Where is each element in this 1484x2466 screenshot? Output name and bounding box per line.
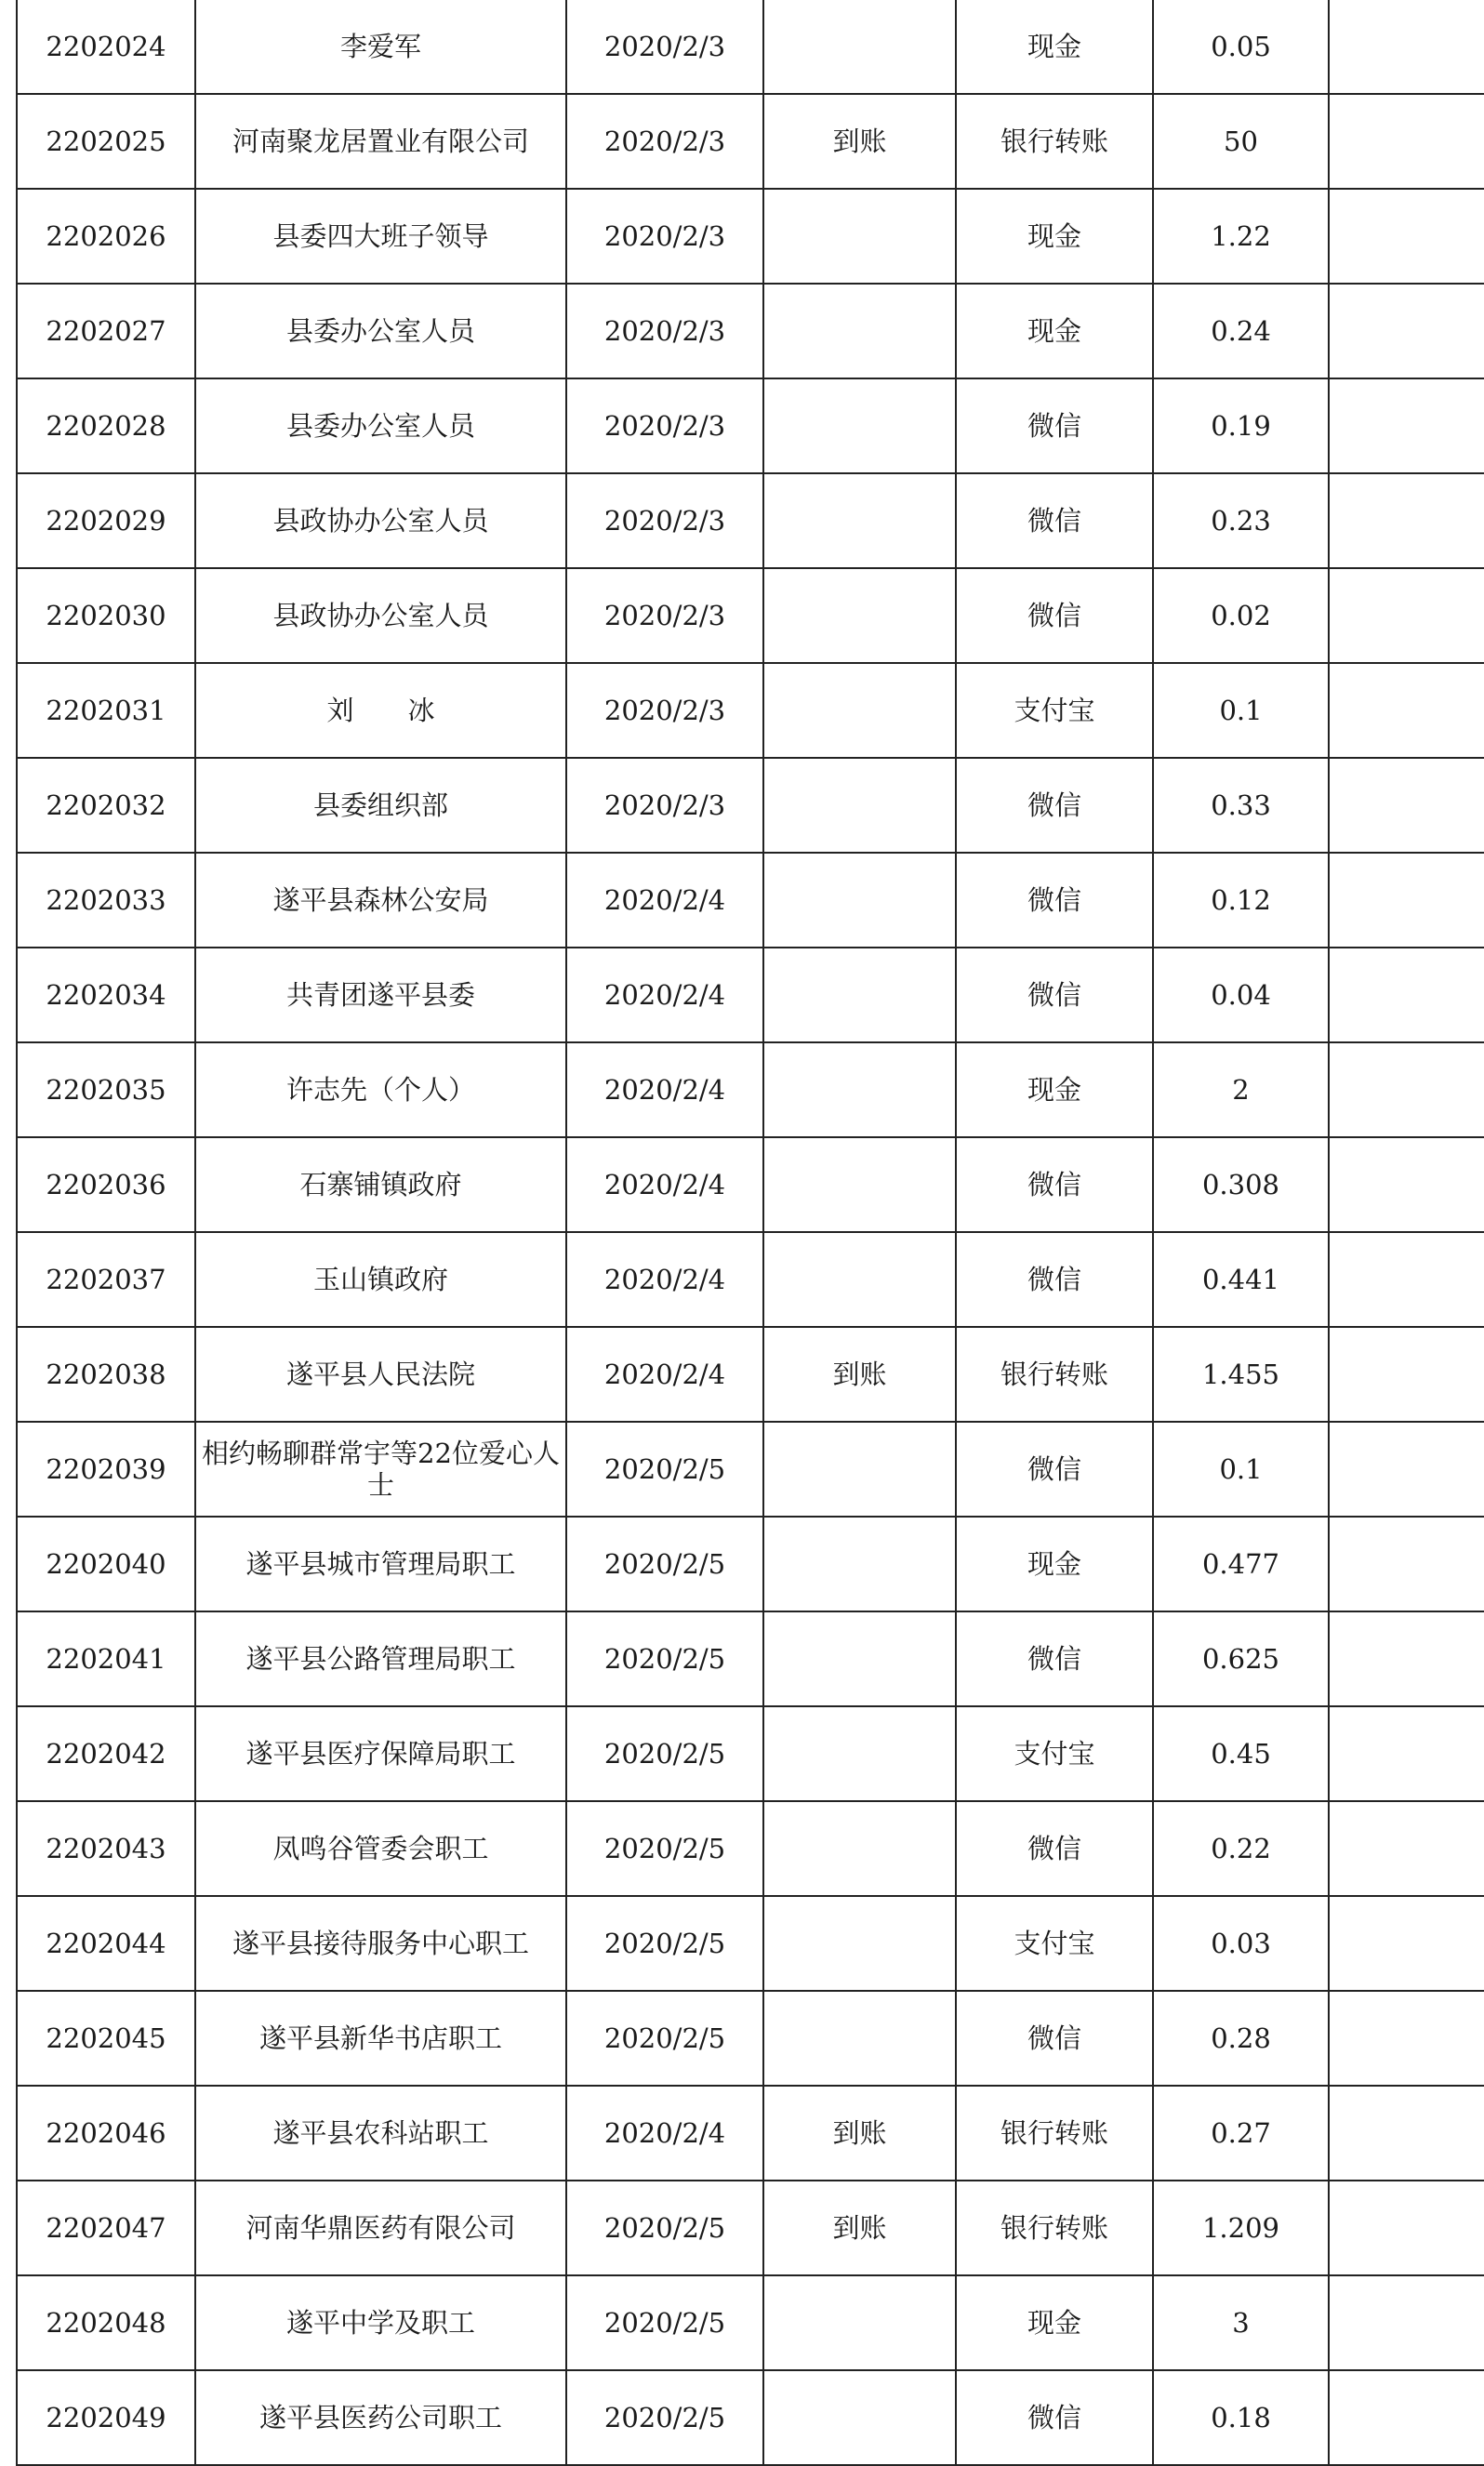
table-row	[17, 284, 1484, 378]
donor-name-cell: 凤鸣谷管委会职工	[195, 1801, 566, 1896]
payment-method-cell: 微信	[956, 1991, 1153, 2086]
table-row	[17, 1611, 1484, 1706]
table-row	[17, 853, 1484, 948]
entry-number-cell: 2202040	[17, 1517, 195, 1611]
arrival-status-cell	[763, 378, 956, 473]
entry-number-cell: 2202028	[17, 378, 195, 473]
payment-method-cell: 微信	[956, 473, 1153, 568]
remark-cell	[1329, 2370, 1484, 2465]
remark-cell	[1329, 948, 1484, 1042]
entry-number-cell: 2202047	[17, 2181, 195, 2275]
remark-cell	[1329, 1611, 1484, 1706]
remark-cell	[1329, 758, 1484, 853]
remark-cell	[1329, 2275, 1484, 2370]
table-row	[17, 94, 1484, 189]
donation-table	[16, 0, 1484, 2466]
donation-amount-cell: 0.441	[1153, 1232, 1329, 1327]
remark-cell	[1329, 1801, 1484, 1896]
payment-method-cell: 支付宝	[956, 1706, 1153, 1801]
arrival-status-cell: 到账	[763, 94, 956, 189]
donor-name-cell: 县委四大班子领导	[195, 189, 566, 284]
donation-amount-cell: 0.18	[1153, 2370, 1329, 2465]
donor-name-cell: 遂平县农科站职工	[195, 2086, 566, 2181]
payment-method-cell: 现金	[956, 0, 1153, 94]
payment-method-cell: 支付宝	[956, 663, 1153, 758]
payment-method-cell: 微信	[956, 1232, 1153, 1327]
entry-number-cell: 2202027	[17, 284, 195, 378]
table-row	[17, 948, 1484, 1042]
arrival-status-cell	[763, 1232, 956, 1327]
arrival-status-cell	[763, 1801, 956, 1896]
donation-date-cell: 2020/2/4	[566, 853, 763, 948]
payment-method-cell: 微信	[956, 758, 1153, 853]
remark-cell	[1329, 853, 1484, 948]
donation-date-cell: 2020/2/4	[566, 1327, 763, 1422]
arrival-status-cell	[763, 1611, 956, 1706]
entry-number-cell: 2202041	[17, 1611, 195, 1706]
arrival-status-cell	[763, 2370, 956, 2465]
remark-cell	[1329, 189, 1484, 284]
table-row	[17, 1991, 1484, 2086]
entry-number-cell: 2202036	[17, 1137, 195, 1232]
donation-date-cell: 2020/2/3	[566, 284, 763, 378]
remark-cell	[1329, 1706, 1484, 1801]
remark-cell	[1329, 1517, 1484, 1611]
remark-cell	[1329, 1232, 1484, 1327]
donation-amount-cell: 3	[1153, 2275, 1329, 2370]
donation-amount-cell: 0.28	[1153, 1991, 1329, 2086]
donation-amount-cell: 0.04	[1153, 948, 1329, 1042]
arrival-status-cell	[763, 853, 956, 948]
entry-number-cell: 2202025	[17, 94, 195, 189]
entry-number-cell: 2202038	[17, 1327, 195, 1422]
payment-method-cell: 现金	[956, 1517, 1153, 1611]
arrival-status-cell	[763, 948, 956, 1042]
donation-date-cell: 2020/2/4	[566, 1042, 763, 1137]
donor-name-cell: 遂平县森林公安局	[195, 853, 566, 948]
remark-cell	[1329, 663, 1484, 758]
donor-name-cell: 县政协办公室人员	[195, 473, 566, 568]
donor-name-cell: 李爱军	[195, 0, 566, 94]
remark-cell	[1329, 1991, 1484, 2086]
payment-method-cell: 微信	[956, 1611, 1153, 1706]
payment-method-cell: 现金	[956, 1042, 1153, 1137]
donor-name-cell: 玉山镇政府	[195, 1232, 566, 1327]
payment-method-cell: 银行转账	[956, 1327, 1153, 1422]
donation-amount-cell: 1.455	[1153, 1327, 1329, 1422]
arrival-status-cell	[763, 1042, 956, 1137]
donor-name-cell: 石寨铺镇政府	[195, 1137, 566, 1232]
donation-date-cell: 2020/2/5	[566, 1896, 763, 1991]
remark-cell	[1329, 2181, 1484, 2275]
arrival-status-cell	[763, 473, 956, 568]
payment-method-cell: 微信	[956, 2370, 1153, 2465]
payment-method-cell: 微信	[956, 853, 1153, 948]
arrival-status-cell	[763, 1991, 956, 2086]
arrival-status-cell: 到账	[763, 2181, 956, 2275]
remark-cell	[1329, 94, 1484, 189]
remark-cell	[1329, 568, 1484, 663]
donation-date-cell: 2020/2/4	[566, 948, 763, 1042]
arrival-status-cell	[763, 1517, 956, 1611]
donation-amount-cell: 50	[1153, 94, 1329, 189]
donation-date-cell: 2020/2/3	[566, 189, 763, 284]
donation-amount-cell: 2	[1153, 1042, 1329, 1137]
payment-method-cell: 现金	[956, 189, 1153, 284]
table-row	[17, 663, 1484, 758]
donation-amount-cell: 0.05	[1153, 0, 1329, 94]
donation-date-cell: 2020/2/5	[566, 1422, 763, 1517]
donation-date-cell: 2020/2/3	[566, 568, 763, 663]
donor-name-cell: 河南聚龙居置业有限公司	[195, 94, 566, 189]
donor-name-cell: 遂平县人民法院	[195, 1327, 566, 1422]
donor-name-cell: 县委办公室人员	[195, 284, 566, 378]
table-row	[17, 0, 1484, 94]
arrival-status-cell: 到账	[763, 1327, 956, 1422]
donation-amount-cell: 0.03	[1153, 1896, 1329, 1991]
entry-number-cell: 2202026	[17, 189, 195, 284]
arrival-status-cell	[763, 1137, 956, 1232]
remark-cell	[1329, 1042, 1484, 1137]
payment-method-cell: 微信	[956, 568, 1153, 663]
table-row	[17, 1896, 1484, 1991]
table-row	[17, 473, 1484, 568]
donor-name-cell: 县委组织部	[195, 758, 566, 853]
table-row	[17, 189, 1484, 284]
entry-number-cell: 2202034	[17, 948, 195, 1042]
donor-name-cell: 遂平县城市管理局职工	[195, 1517, 566, 1611]
donation-amount-cell: 0.477	[1153, 1517, 1329, 1611]
payment-method-cell: 现金	[956, 2275, 1153, 2370]
remark-cell	[1329, 1422, 1484, 1517]
remark-cell	[1329, 2086, 1484, 2181]
entry-number-cell: 2202024	[17, 0, 195, 94]
entry-number-cell: 2202045	[17, 1991, 195, 2086]
arrival-status-cell	[763, 1896, 956, 1991]
payment-method-cell: 微信	[956, 948, 1153, 1042]
entry-number-cell: 2202046	[17, 2086, 195, 2181]
donor-name-cell: 遂平县新华书店职工	[195, 1991, 566, 2086]
entry-number-cell: 2202032	[17, 758, 195, 853]
table-row	[17, 1422, 1484, 1517]
donation-date-cell: 2020/2/5	[566, 1517, 763, 1611]
table-row	[17, 2275, 1484, 2370]
donation-amount-cell: 0.19	[1153, 378, 1329, 473]
donation-amount-cell: 0.27	[1153, 2086, 1329, 2181]
entry-number-cell: 2202042	[17, 1706, 195, 1801]
table-row	[17, 1232, 1484, 1327]
donation-date-cell: 2020/2/3	[566, 758, 763, 853]
arrival-status-cell	[763, 284, 956, 378]
payment-method-cell: 微信	[956, 1137, 1153, 1232]
donation-date-cell: 2020/2/3	[566, 663, 763, 758]
entry-number-cell: 2202029	[17, 473, 195, 568]
donation-amount-cell: 0.1	[1153, 1422, 1329, 1517]
arrival-status-cell	[763, 0, 956, 94]
donation-date-cell: 2020/2/5	[566, 1991, 763, 2086]
entry-number-cell: 2202033	[17, 853, 195, 948]
table-row	[17, 378, 1484, 473]
entry-number-cell: 2202048	[17, 2275, 195, 2370]
donation-date-cell: 2020/2/3	[566, 0, 763, 94]
arrival-status-cell	[763, 189, 956, 284]
table-body	[17, 0, 1484, 2465]
donation-amount-cell: 0.308	[1153, 1137, 1329, 1232]
donor-name-cell: 遂平县医疗保障局职工	[195, 1706, 566, 1801]
payment-method-cell: 微信	[956, 378, 1153, 473]
table-row	[17, 2181, 1484, 2275]
donation-amount-cell: 0.22	[1153, 1801, 1329, 1896]
donation-amount-cell: 0.02	[1153, 568, 1329, 663]
donation-date-cell: 2020/2/5	[566, 2275, 763, 2370]
payment-method-cell: 支付宝	[956, 1896, 1153, 1991]
arrival-status-cell	[763, 2275, 956, 2370]
payment-method-cell: 银行转账	[956, 2181, 1153, 2275]
donation-amount-cell: 0.12	[1153, 853, 1329, 948]
entry-number-cell: 2202043	[17, 1801, 195, 1896]
donation-date-cell: 2020/2/4	[566, 2086, 763, 2181]
arrival-status-cell	[763, 1706, 956, 1801]
entry-number-cell: 2202035	[17, 1042, 195, 1137]
table-row	[17, 1801, 1484, 1896]
donation-date-cell: 2020/2/5	[566, 1706, 763, 1801]
table-row	[17, 1137, 1484, 1232]
table-row	[17, 2370, 1484, 2465]
donation-amount-cell: 0.625	[1153, 1611, 1329, 1706]
remark-cell	[1329, 0, 1484, 94]
arrival-status-cell	[763, 1422, 956, 1517]
donation-date-cell: 2020/2/5	[566, 1801, 763, 1896]
donation-amount-cell: 0.24	[1153, 284, 1329, 378]
payment-method-cell: 微信	[956, 1422, 1153, 1517]
donation-amount-cell: 0.1	[1153, 663, 1329, 758]
donor-name-cell: 相约畅聊群常宇等22位爱心人士	[195, 1422, 566, 1517]
donation-date-cell: 2020/2/5	[566, 1611, 763, 1706]
remark-cell	[1329, 473, 1484, 568]
table-row	[17, 568, 1484, 663]
donor-name-cell: 刘 冰	[195, 663, 566, 758]
donor-name-cell: 河南华鼎医药有限公司	[195, 2181, 566, 2275]
remark-cell	[1329, 378, 1484, 473]
donation-amount-cell: 0.23	[1153, 473, 1329, 568]
donation-amount-cell: 1.209	[1153, 2181, 1329, 2275]
table-row	[17, 1706, 1484, 1801]
donation-date-cell: 2020/2/3	[566, 378, 763, 473]
table-row	[17, 1517, 1484, 1611]
arrival-status-cell	[763, 663, 956, 758]
entry-number-cell: 2202039	[17, 1422, 195, 1517]
donation-amount-cell: 1.22	[1153, 189, 1329, 284]
remark-cell	[1329, 1896, 1484, 1991]
donation-date-cell: 2020/2/5	[566, 2370, 763, 2465]
donor-name-cell: 许志先（个人）	[195, 1042, 566, 1137]
donor-name-cell: 遂平中学及职工	[195, 2275, 566, 2370]
donation-date-cell: 2020/2/5	[566, 2181, 763, 2275]
remark-cell	[1329, 1327, 1484, 1422]
table-row	[17, 1327, 1484, 1422]
payment-method-cell: 银行转账	[956, 2086, 1153, 2181]
entry-number-cell: 2202049	[17, 2370, 195, 2465]
entry-number-cell: 2202044	[17, 1896, 195, 1991]
payment-method-cell: 现金	[956, 284, 1153, 378]
entry-number-cell: 2202030	[17, 568, 195, 663]
remark-cell	[1329, 284, 1484, 378]
donation-date-cell: 2020/2/4	[566, 1137, 763, 1232]
donor-name-cell: 遂平县医药公司职工	[195, 2370, 566, 2465]
donor-name-cell: 县政协办公室人员	[195, 568, 566, 663]
entry-number-cell: 2202037	[17, 1232, 195, 1327]
table-row	[17, 758, 1484, 853]
table-row	[17, 2086, 1484, 2181]
arrival-status-cell: 到账	[763, 2086, 956, 2181]
donor-name-cell: 遂平县公路管理局职工	[195, 1611, 566, 1706]
donation-date-cell: 2020/2/3	[566, 473, 763, 568]
table-row	[17, 1042, 1484, 1137]
payment-method-cell: 微信	[956, 1801, 1153, 1896]
donor-name-cell: 遂平县接待服务中心职工	[195, 1896, 566, 1991]
donation-date-cell: 2020/2/3	[566, 94, 763, 189]
arrival-status-cell	[763, 568, 956, 663]
remark-cell	[1329, 1137, 1484, 1232]
entry-number-cell: 2202031	[17, 663, 195, 758]
donation-amount-cell: 0.45	[1153, 1706, 1329, 1801]
donor-name-cell: 共青团遂平县委	[195, 948, 566, 1042]
donation-date-cell: 2020/2/4	[566, 1232, 763, 1327]
arrival-status-cell	[763, 758, 956, 853]
donor-name-cell: 县委办公室人员	[195, 378, 566, 473]
payment-method-cell: 银行转账	[956, 94, 1153, 189]
donation-amount-cell: 0.33	[1153, 758, 1329, 853]
